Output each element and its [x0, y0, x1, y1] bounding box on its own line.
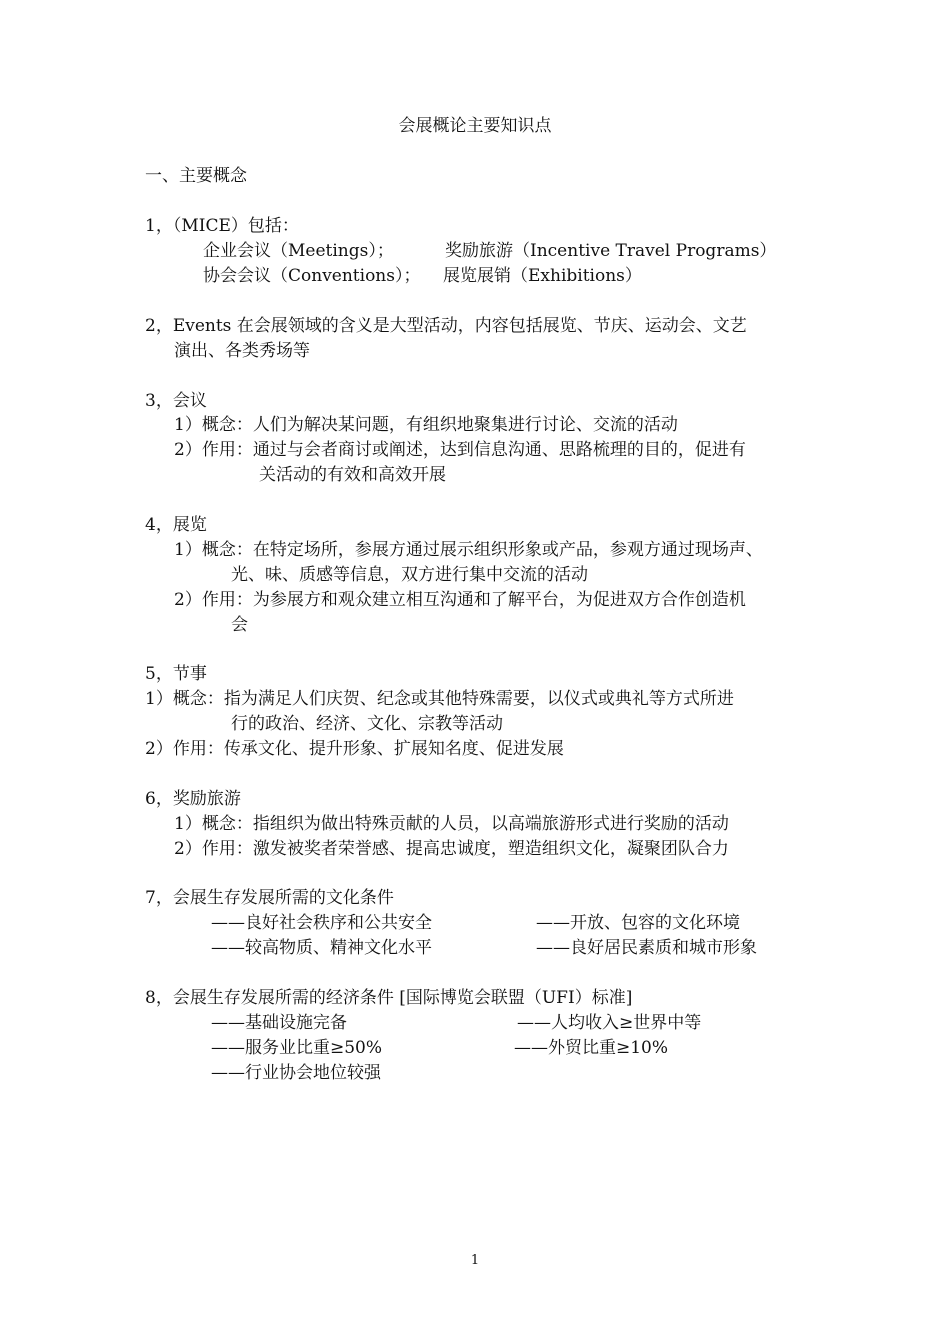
document-title: 会展概论主要知识点 [398, 116, 552, 136]
item3-heading: 3，会议 [145, 391, 207, 411]
item1-heading: 1，（MICE）包括： [145, 216, 299, 236]
page-number: 1 [470, 1253, 480, 1268]
item7-condition: ——较高物质、精神文化水平 [211, 938, 432, 958]
item4-concept-line2: 光、味、质感等信息，双方进行集中交流的活动 [231, 565, 588, 585]
item5-concept-line1: 1）概念：指为满足人们庆贺、纪念或其他特殊需要，以仪式或典礼等方式所进 [145, 689, 734, 709]
section-heading: 一、主要概念 [145, 166, 247, 186]
item3-role-line1: 2）作用：通过与会者商讨或阐述，达到信息沟通、思路梳理的目的，促进有 [174, 440, 746, 460]
item7-condition: ——开放、包容的文化环境 [536, 913, 740, 933]
item6-concept: 1）概念：指组织为做出特殊贡献的人员，以高端旅游形式进行奖励的活动 [174, 814, 729, 834]
item1-exhibitions: 展览展销（Exhibitions） [443, 266, 642, 286]
item8-condition: ——服务业比重≥50% [211, 1038, 383, 1058]
item8-condition: ——基础设施完备 [211, 1013, 347, 1033]
item6-heading: 6，奖励旅游 [145, 789, 241, 809]
item3-concept: 1）概念：人们为解决某问题，有组织地聚集进行讨论、交流的活动 [174, 415, 678, 435]
item2-line1: 2，Events 在会展领域的含义是大型活动，内容包括展览、节庆、运动会、文艺 [145, 316, 747, 336]
item1-meetings: 企业会议（Meetings）； [203, 241, 394, 261]
item8-condition: ——行业协会地位较强 [211, 1063, 381, 1083]
item1-incentive: 奖励旅游（Incentive Travel Programs） [445, 241, 777, 261]
item4-heading: 4，展览 [145, 515, 207, 535]
item8-condition: ——外贸比重≥10% [514, 1038, 669, 1058]
item8-heading: 8，会展生存发展所需的经济条件 [国际博览会联盟（UFI）标准] [145, 988, 633, 1008]
item7-condition: ——良好居民素质和城市形象 [536, 938, 757, 958]
item1-conventions: 协会会议（Conventions）； [203, 266, 421, 286]
item5-role: 2）作用：传承文化、提升形象、扩展知名度、促进发展 [145, 739, 564, 759]
item4-concept-line1: 1）概念：在特定场所，参展方通过展示组织形象或产品，参观方通过现场声、 [174, 540, 763, 560]
item4-role-line1: 2）作用：为参展方和观众建立相互沟通和了解平台，为促进双方合作创造机 [174, 590, 746, 610]
item7-condition: ——良好社会秩序和公共安全 [211, 913, 432, 933]
item5-concept-line2: 行的政治、经济、文化、宗教等活动 [231, 714, 503, 734]
item7-heading: 7，会展生存发展所需的文化条件 [145, 888, 394, 908]
item4-role-line2: 会 [231, 615, 248, 635]
item3-role-line2: 关活动的有效和高效开展 [259, 465, 446, 485]
item5-heading: 5，节事 [145, 664, 207, 684]
item2-line2: 演出、各类秀场等 [174, 341, 310, 361]
item8-condition: ——人均收入≥世界中等 [517, 1013, 702, 1033]
item6-role: 2）作用：激发被奖者荣誉感、提高忠诚度，塑造组织文化，凝聚团队合力 [174, 839, 729, 859]
